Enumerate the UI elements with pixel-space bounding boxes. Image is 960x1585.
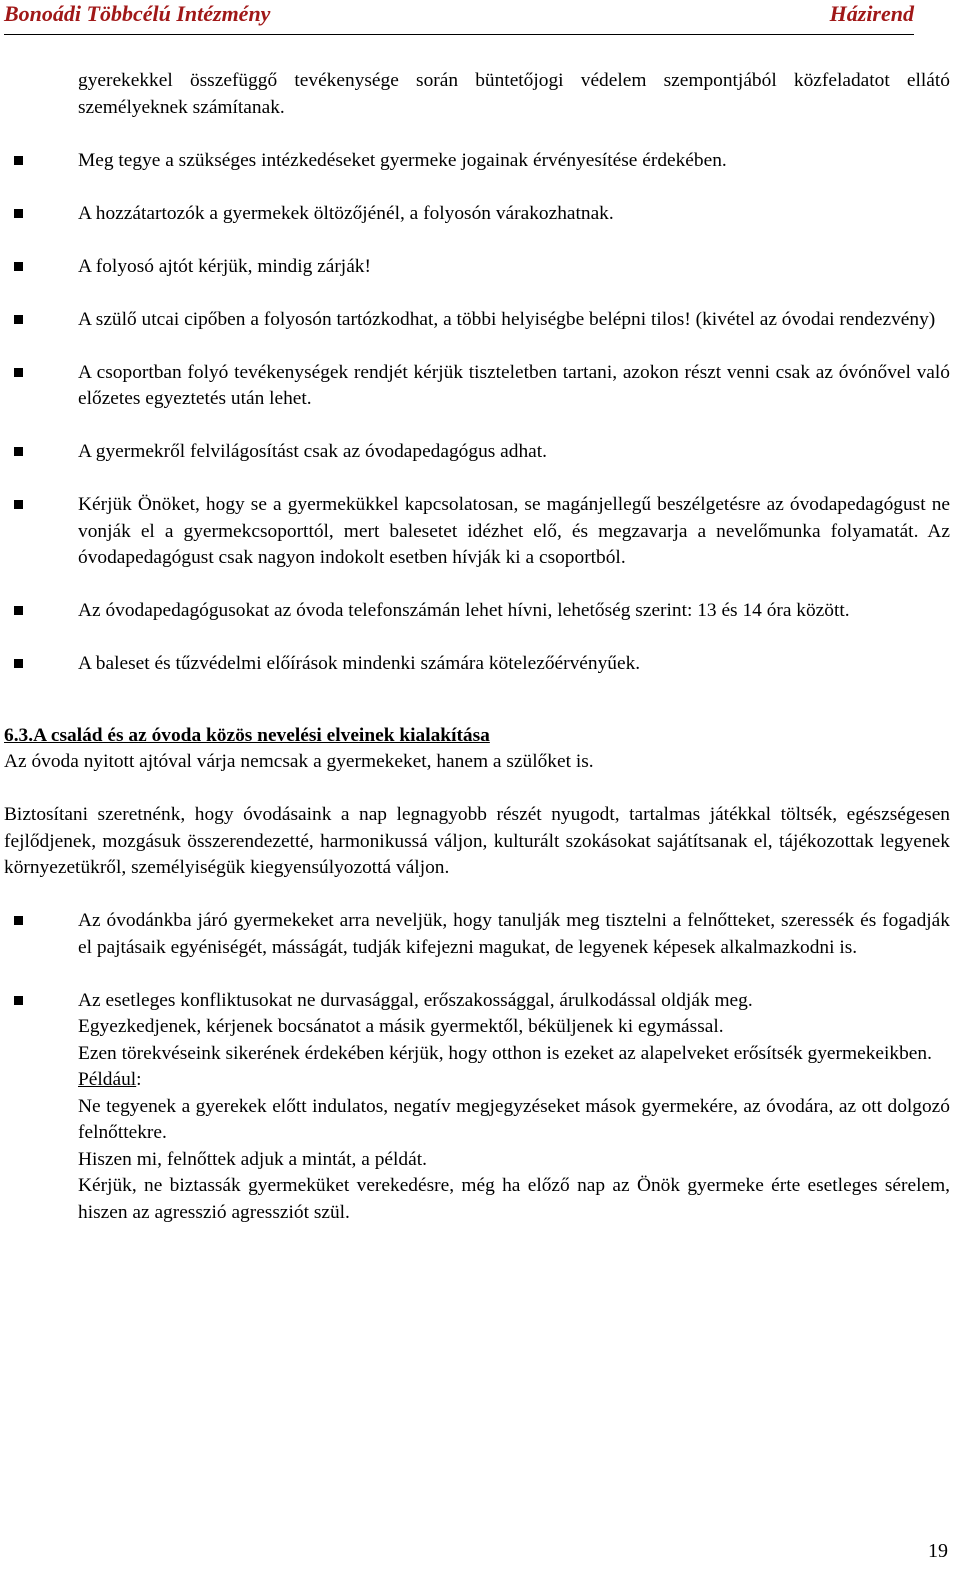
example-label-line bbox=[78, 1067, 950, 1094]
bullet-icon bbox=[14, 156, 23, 165]
intro-continuation bbox=[4, 68, 950, 121]
example-colon: : bbox=[136, 1069, 142, 1090]
list-item bbox=[4, 148, 950, 175]
list-item-text: A szülő utcai cipőben a folyosón tartózkodhat, a többi helyiségbe belépni tilos! (kivétel az óvodai rendezvény) bbox=[78, 308, 936, 330]
header-institution: Bonoádi Többcélú Intézmény bbox=[4, 1, 271, 26]
section-subtitle: Az óvoda nyitott ajtóval várja nemcsak a gyermekeket, hanem a szülőket is. bbox=[4, 751, 594, 772]
list-item bbox=[4, 201, 950, 228]
bullet-icon bbox=[14, 916, 23, 925]
header-document-title: Házirend bbox=[829, 1, 914, 26]
bullet-icon bbox=[14, 262, 23, 271]
bullet-icon bbox=[14, 315, 23, 324]
list-item-text: A folyosó ajtót kérjük, mindig zárják! bbox=[78, 255, 371, 277]
list-item-text: A baleset és tűzvédelmi előírások mindenki számára kötelezőérvényűek. bbox=[78, 653, 641, 674]
list-item-text: Kérjük, ne biztassák gyermeküket verekedésre, még ha előző nap az Önök gyermeke érte esetleges sérelem, hiszen az agresszió agressziót szül. bbox=[78, 1175, 950, 1223]
bullet-icon bbox=[14, 500, 23, 509]
list-item-text: Az esetleges konfliktusokat ne durvasággal, erőszakossággal, árulkodással oldják meg. bbox=[78, 989, 753, 1011]
bullet-icon bbox=[14, 447, 23, 456]
list-item-text: Meg tegye a szükséges intézkedéseket gyermeke jogainak érvényesítése érdekében. bbox=[78, 149, 727, 171]
page-header bbox=[4, 0, 914, 35]
example-label: Például bbox=[78, 1069, 137, 1090]
principles-list bbox=[4, 908, 950, 1226]
list-item-text: Kérjük Önöket, hogy se a gyermekükkel kapcsolatosan, se magánjellegű beszélgetésre az óvodapedagógust ne vonják el a gyermekcsoporttól, mert balesetet idézhet elő, és megzavarja a nevelőmunka folyamatát. Az óvodapedagógust csak nagyon indokolt esetben hívják ki a csoportból. bbox=[78, 494, 950, 568]
list-item bbox=[4, 439, 950, 466]
rules-list bbox=[4, 148, 950, 678]
list-item bbox=[4, 254, 950, 281]
list-item-text: Ne tegyenek a gyerekek előtt indulatos, negatív megjegyzéseket mások gyermekére, az óvodára, az ott dolgozó felnőttekre. bbox=[78, 1095, 950, 1143]
bullet-icon bbox=[14, 996, 23, 1005]
list-item bbox=[4, 360, 950, 413]
section-heading: 6.3.A család és az óvoda közös nevelési elveinek kialakítása bbox=[4, 724, 490, 746]
list-item-text: A gyermekről felvilágosítást csak az óvodapedagógus adhat. bbox=[78, 441, 548, 462]
list-item bbox=[4, 651, 950, 678]
list-item-text: Hiszen mi, felnőttek adjuk a mintát, a példát. bbox=[78, 1148, 427, 1170]
bullet-icon bbox=[14, 659, 23, 668]
bullet-icon bbox=[14, 606, 23, 615]
list-item bbox=[4, 988, 950, 1227]
list-item-text: Egyezkedjenek, kérjenek bocsánatot a másik gyermektől, béküljenek ki egymással. bbox=[78, 1016, 724, 1037]
bullet-icon bbox=[14, 209, 23, 218]
list-item bbox=[4, 908, 950, 961]
list-item bbox=[4, 492, 950, 572]
list-item-text: A csoportban folyó tevékenységek rendjét kérjük tiszteletben tartani, azokon részt venni csak az óvónővel való előzetes egyeztetés után lehet. bbox=[78, 361, 950, 409]
page-number: 19 bbox=[928, 1540, 948, 1562]
list-item-text: Az óvodánkba járó gyermekeket arra neveljük, hogy tanulják meg tisztelni a felnőtteket, szeressék és fogadják el pajtásaik egyéniségét, másságát, tudják kifejezni magukat, de legyenek képesek alkalmazkodni is. bbox=[78, 910, 950, 958]
bullet-icon bbox=[14, 368, 23, 377]
list-item-text: A hozzátartozók a gyermekek öltözőjénél, a folyosón várakozhatnak. bbox=[78, 202, 614, 224]
section-paragraph: Biztosítani szeretnénk, hogy óvodásaink a nap legnagyobb részét nyugodt, tartalmas játékkal töltsék, egészségesen fejlődjenek, mozgásuk összerendezetté, harmonikussá váljon, kulturált szokásokat sajátítsanak el, tájékozottak legyenek környezetükről, személyiségük kiegyensúlyozottá váljon. bbox=[4, 804, 950, 878]
intro-text: gyerekekkel összefüggő tevékenysége során büntetőjogi védelem szempontjából közfeladatot ellátó személyeknek számítanak. bbox=[78, 70, 950, 118]
list-item-text: Az óvodapedagógusokat az óvoda telefonszámán lehet hívni, lehetőség szerint: 13 és 14 óra között. bbox=[78, 600, 850, 621]
page-content bbox=[4, 68, 950, 1226]
list-item bbox=[4, 307, 950, 334]
list-item bbox=[4, 598, 950, 625]
list-item-text: Ezen törekvéseink sikerének érdekében kérjük, hogy otthon is ezeket az alapelveket erősítsék gyermekeikben. bbox=[78, 1042, 932, 1064]
